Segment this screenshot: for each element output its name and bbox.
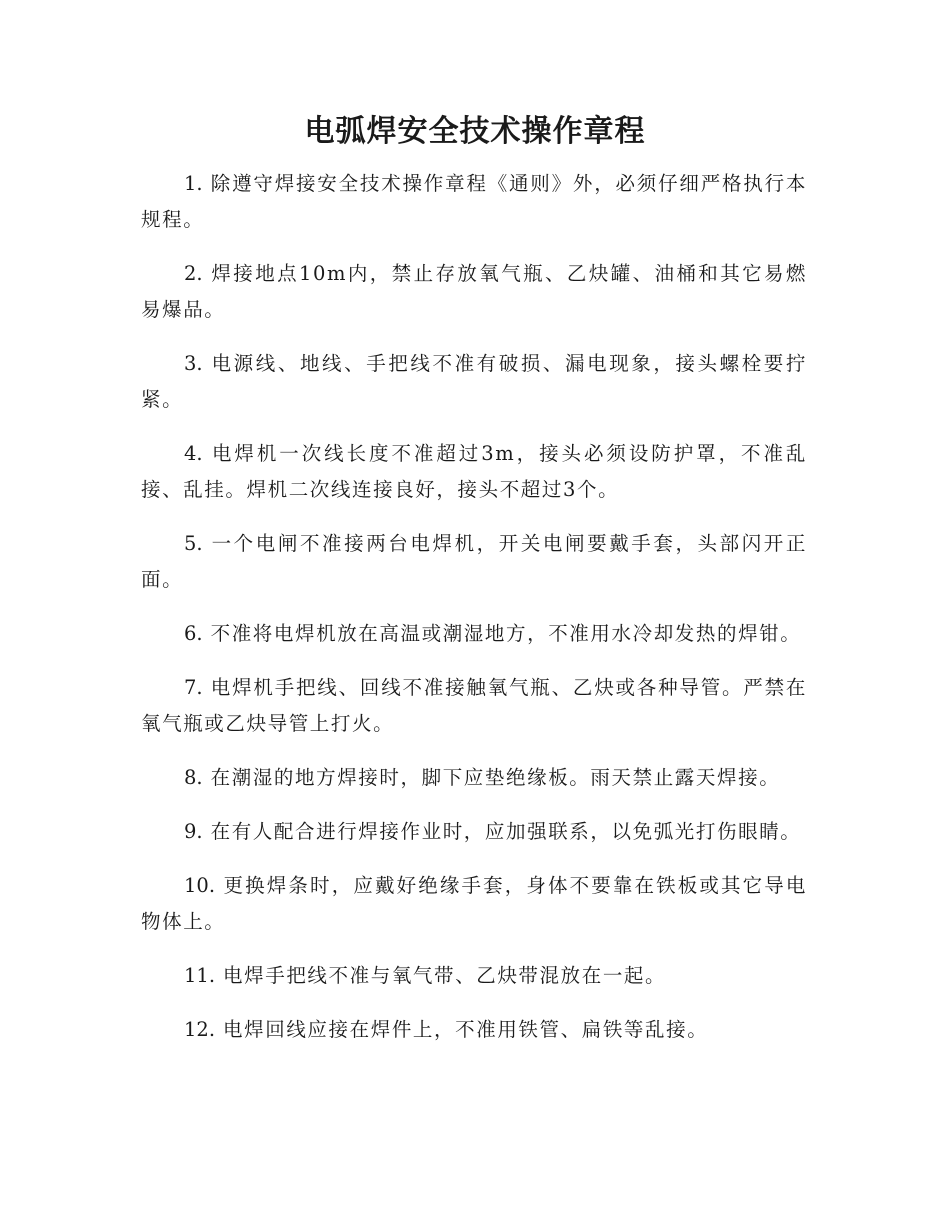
rule-number: 4. (184, 442, 203, 465)
rule-text: 电焊机一次线长度不准超过3m，接头必须设防护罩，不准乱接、乱挂。焊机二次线连接良好，接头不超过3个。 (141, 442, 807, 501)
rule-number: 2. (184, 262, 203, 285)
rule-number: 5. (184, 532, 203, 555)
rule-item (141, 1012, 807, 1048)
rule-text: 除遵守焊接安全技术操作章程《通则》外，必须仔细严格执行本规程。 (141, 172, 807, 231)
page-title: 电弧焊安全技术操作章程 (304, 114, 646, 149)
rule-number: 10. (184, 874, 216, 897)
rule-item (141, 346, 807, 418)
rule-item (141, 670, 807, 742)
rule-number: 1. (184, 172, 203, 195)
rule-item (141, 166, 807, 238)
rule-text: 焊接地点10m内，禁止存放氧气瓶、乙炔罐、油桶和其它易燃易爆品。 (141, 262, 807, 321)
rule-number: 6. (184, 622, 203, 645)
rule-number: 3. (184, 352, 203, 375)
rule-text: 在潮湿的地方焊接时，脚下应垫绝缘板。雨天禁止露天焊接。 (210, 766, 781, 789)
rule-number: 7. (184, 676, 203, 699)
rule-text: 电焊回线应接在焊件上，不准用铁管、扁铁等乱接。 (223, 1018, 709, 1041)
rules-list (141, 166, 807, 1066)
rule-item (141, 526, 807, 598)
rule-text: 在有人配合进行焊接作业时，应加强联系，以免弧光打伤眼睛。 (210, 820, 802, 843)
rule-text: 电焊手把线不准与氧气带、乙炔带混放在一起。 (223, 964, 667, 987)
rule-number: 11. (184, 964, 216, 987)
rule-item (141, 436, 807, 508)
rule-text: 不准将电焊机放在高温或潮湿地方，不准用水冷却发热的焊钳。 (210, 622, 802, 645)
rule-number: 9. (184, 820, 203, 843)
rule-item (141, 868, 807, 940)
rule-item (141, 256, 807, 328)
rule-item (141, 760, 807, 796)
rule-item (141, 814, 807, 850)
rule-text: 电源线、地线、手把线不准有破损、漏电现象，接头螺栓要拧紧。 (141, 352, 807, 411)
rule-number: 8. (184, 766, 203, 789)
rule-text: 更换焊条时，应戴好绝缘手套，身体不要靠在铁板或其它导电物体上。 (141, 874, 807, 933)
rule-text: 一个电闸不准接两台电焊机，开关电闸要戴手套，头部闪开正面。 (141, 532, 807, 591)
rule-item (141, 958, 807, 994)
rule-number: 12. (184, 1018, 216, 1041)
rule-text: 电焊机手把线、回线不准接触氧气瓶、乙炔或各种导管。严禁在氧气瓶或乙炔导管上打火。 (141, 676, 807, 735)
rule-item (141, 616, 807, 652)
